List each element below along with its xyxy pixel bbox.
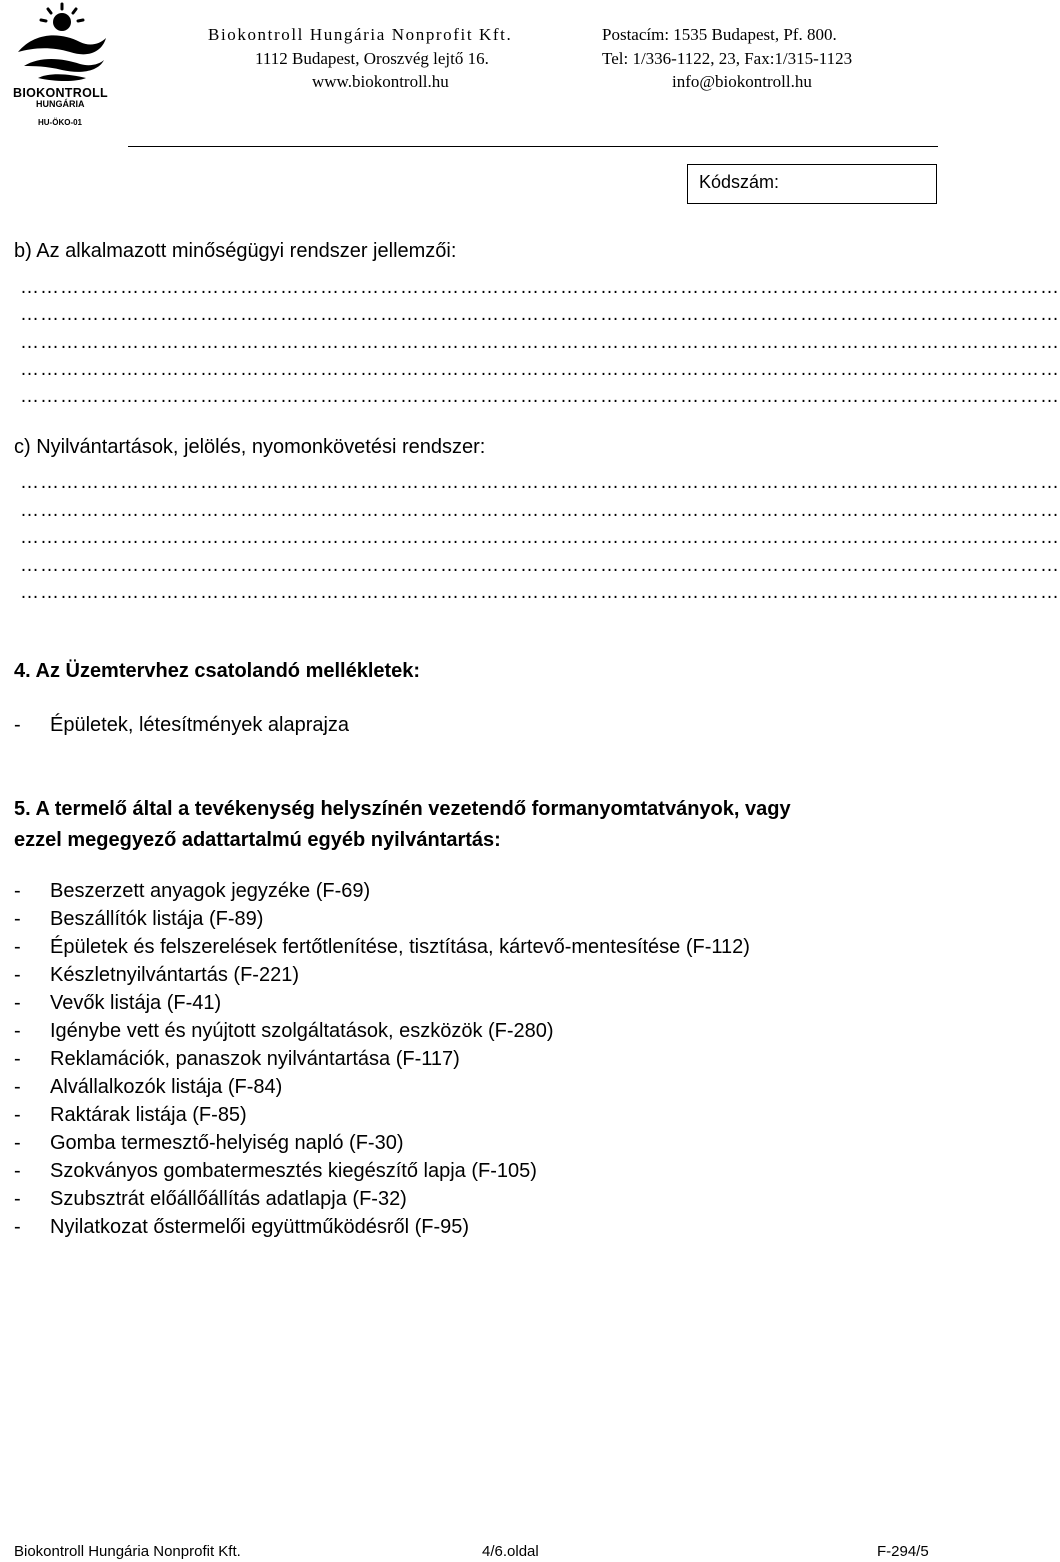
section-b-dotline-5[interactable]: ………………………………………………………………………………………………………………………………………… — [20, 386, 1060, 407]
section-c-dotline-5[interactable]: ………………………………………………………………………………………………………………………………………… — [20, 582, 1060, 603]
list-item — [14, 1048, 460, 1071]
biokontroll-logo — [10, 2, 110, 130]
list-dash: - — [14, 992, 21, 1014]
header-email: info@biokontroll.hu — [672, 72, 812, 91]
list-item-text: Reklamációk, panaszok nyilvántartása (F-117) — [50, 1048, 460, 1070]
header-phone: Tel: 1/336-1122, 23, Fax:1/315-1123 — [602, 49, 853, 68]
list-item — [14, 1216, 469, 1239]
logo-code: HU-ÖKO-01 — [38, 118, 83, 127]
logo-subtitle: HUNGÁRIA — [36, 99, 85, 109]
section-b-label: b) Az alkalmazott minőségügyi rendszer jellemzői: — [14, 240, 457, 262]
list-item — [14, 1020, 554, 1043]
section-c-dotline-3[interactable]: ………………………………………………………………………………………………………………………………………… — [20, 527, 1060, 548]
list-item — [14, 908, 263, 931]
list-dash: - — [14, 1188, 21, 1210]
section-4-heading: 4. Az Üzemtervhez csatolandó mellékletek: — [14, 660, 421, 682]
section-5-heading-line1: 5. A termelő által a tevékenység helyszínén vezetendő formanyomtatványok, vagy — [14, 798, 791, 820]
list-dash: - — [14, 1048, 21, 1070]
section-c-label: c) Nyilvántartások, jelölés, nyomonkövetési rendszer: — [14, 436, 486, 458]
section-c-dotline-4[interactable]: ………………………………………………………………………………………………………………………………………… — [20, 555, 1060, 576]
list-dash: - — [14, 880, 21, 902]
list-dash: - — [14, 1160, 21, 1182]
list-item-text: Készletnyilvántartás (F-221) — [50, 964, 299, 986]
list-dash: - — [14, 1104, 21, 1126]
header-address: 1112 Budapest, Oroszvég lejtő 16. — [255, 49, 489, 68]
footer-form-code: F-294/5 — [877, 1543, 929, 1560]
header-rule — [128, 146, 938, 147]
list-item — [14, 1132, 403, 1155]
list-item-text: Raktárak listája (F-85) — [50, 1104, 247, 1126]
list-item — [14, 964, 299, 987]
kodszam-box[interactable] — [687, 164, 937, 204]
footer-page: 4/6.oldal — [482, 1543, 539, 1560]
header-company: Biokontroll Hungária Nonprofit Kft. — [208, 25, 513, 44]
list-item — [14, 1188, 407, 1211]
list-dash: - — [14, 964, 21, 986]
kodszam-label: Kódszám: — [699, 172, 780, 192]
list-item-text: Épületek és felszerelések fertőtlenítése, tisztítása, kártevő-mentesítése (F-112) — [50, 936, 750, 958]
header-web: www.biokontroll.hu — [312, 72, 449, 91]
list-dash: - — [14, 936, 21, 958]
section-c-dotline-1[interactable]: ………………………………………………………………………………………………………………………………………… — [20, 472, 1060, 493]
section-b-dotline-1[interactable]: ………………………………………………………………………………………………………………………………………… — [20, 277, 1060, 298]
list-item-text: Szubsztrát előállőállítás adatlapja (F-32) — [50, 1188, 407, 1210]
list-item — [14, 1104, 247, 1127]
list-dash: - — [14, 714, 21, 736]
section-b-dotline-4[interactable]: ………………………………………………………………………………………………………………………………………… — [20, 359, 1060, 380]
list-item-text: Vevők listája (F-41) — [50, 992, 222, 1014]
logo-name: BIOKONTROLL — [13, 86, 108, 100]
section-b-dotline-2[interactable]: ………………………………………………………………………………………………………………………………………… — [20, 304, 1060, 325]
list-item — [14, 1076, 282, 1099]
section-4-item — [14, 714, 349, 737]
list-dash: - — [14, 1216, 21, 1238]
list-dash: - — [14, 1076, 21, 1098]
list-item-text: Beszállítók listája (F-89) — [50, 908, 264, 930]
list-item-text: Igénybe vett és nyújtott szolgáltatások, eszközök (F-280) — [50, 1020, 554, 1042]
list-item — [14, 992, 221, 1015]
section-5-heading-line2: ezzel megegyező adattartalmú egyéb nyilvántartás: — [14, 829, 501, 851]
list-dash: - — [14, 908, 21, 930]
section-c-dotline-2[interactable]: ………………………………………………………………………………………………………………………………………… — [20, 500, 1060, 521]
list-item-text: Gomba termesztő-helyiség napló (F-30) — [50, 1132, 404, 1154]
header-postal: Postacím: 1535 Budapest, Pf. 800. — [602, 25, 837, 44]
list-item-text: Beszerzett anyagok jegyzéke (F-69) — [50, 880, 371, 902]
list-item — [14, 936, 750, 959]
list-item — [14, 880, 370, 903]
section-b-dotline-3[interactable]: ………………………………………………………………………………………………………………………………………… — [20, 332, 1060, 353]
list-dash: - — [14, 1020, 21, 1042]
list-item — [14, 1160, 537, 1183]
list-item-text: Szokványos gombatermesztés kiegészítő lapja (F-105) — [50, 1160, 537, 1182]
footer-company: Biokontroll Hungária Nonprofit Kft. — [14, 1543, 241, 1560]
list-item-text: Nyilatkozat őstermelői együttműködésről (F-95) — [50, 1216, 470, 1238]
list-item-text: Épületek, létesítmények alaprajza — [50, 714, 350, 736]
list-item-text: Alvállalkozók listája (F-84) — [50, 1076, 283, 1098]
list-dash: - — [14, 1132, 21, 1154]
